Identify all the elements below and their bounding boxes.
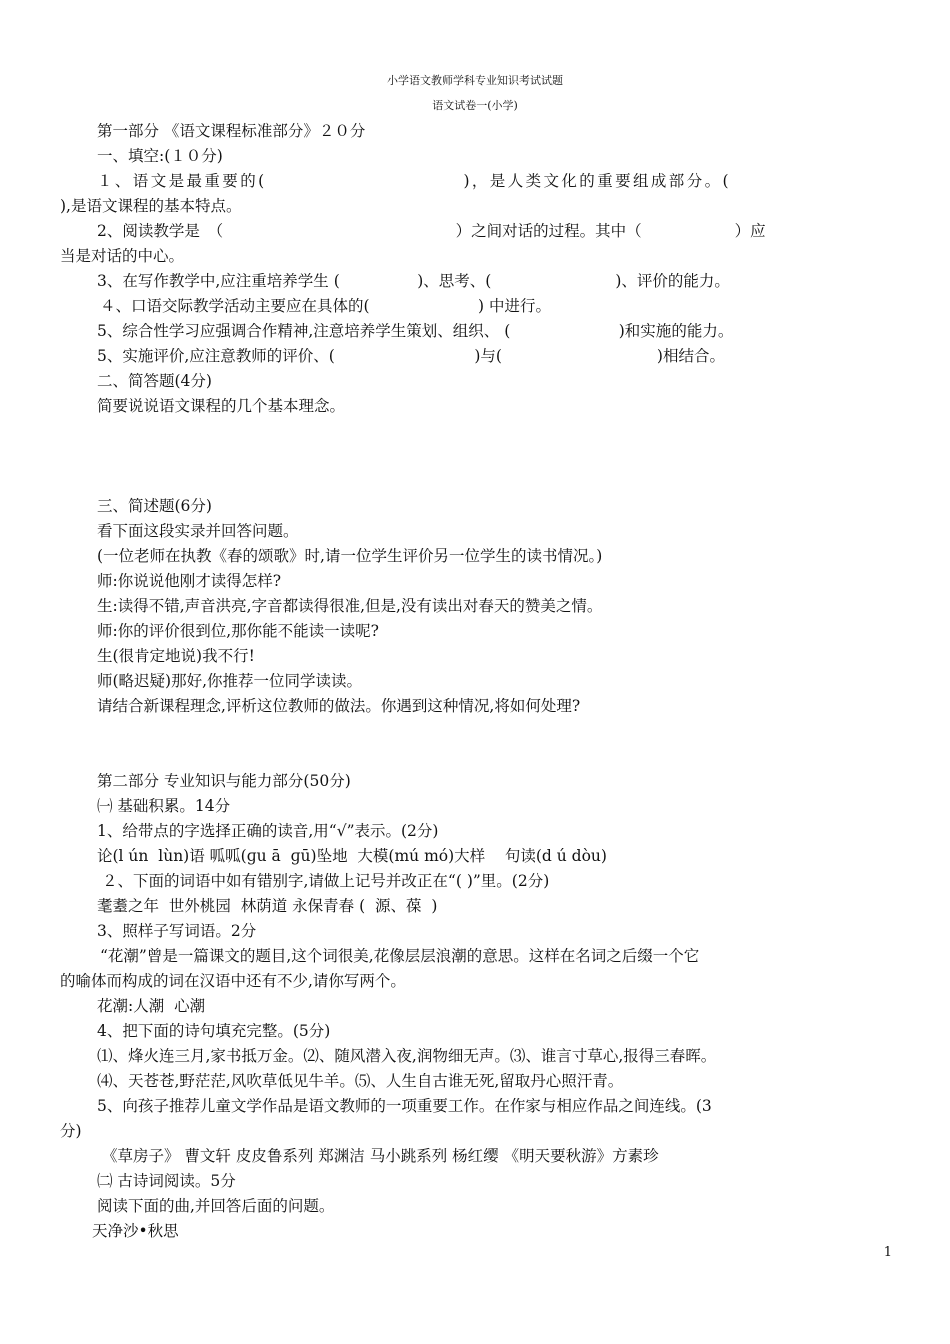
dialogue-line-4: 生(很肯定地说)我不行! — [97, 647, 255, 665]
part2-question-2-items: 耄耋之年 世外桃园 林荫道 永保青春 ( 源、葆 ) — [97, 897, 438, 915]
part2-question-1-items: 论(l ún lùn)语 呱呱(ɡu ā ɡū)坠地 大模(mú mó)大样 句读(d ú dòu) — [97, 847, 607, 865]
dialogue-line-5: 师(略迟疑)那好,你推荐一位同学读读。 — [97, 672, 363, 690]
part2-question-3-desc-line2: 的喻体而构成的词在汉语中还有不少,请你写两个。 — [60, 972, 406, 990]
poem-title: 天净沙•秋思 — [92, 1222, 179, 1240]
part2-a-heading: ㈠ 基础积累。14分 — [97, 797, 231, 815]
section3-context: (一位老师在执教《春的颂歌》时,请一位学生评价另一位学生的读书情况。) — [97, 547, 603, 565]
question-2-line2: 当是对话的中心。 — [60, 247, 185, 265]
part2-question-3-desc-line1: “花潮”曾是一篇课文的题目,这个词很美,花像层层浪潮的意思。这样在名词之后缀一个它 — [100, 947, 700, 965]
section3-intro: 看下面这段实录并回答问题。 — [97, 522, 299, 540]
exam-title: 小学语文教师学科专业知识考试试题 — [387, 74, 563, 87]
part2-question-4-line1: ⑴、烽火连三月,家书抵万金。⑵、随风潜入夜,润物细无声。⑶、谁言寸草心,报得三春晖。 — [97, 1047, 717, 1065]
exam-subtitle: 语文试卷一(小学) — [432, 99, 518, 112]
part2-question-4-line2: ⑷、天苍苍,野茫茫,风吹草低见牛羊。⑸、人生自古谁无死,留取丹心照汗青。 — [97, 1072, 624, 1090]
part2-question-3-example: 花潮:人潮 心潮 — [97, 997, 206, 1015]
section2-question: 简要说说语文课程的几个基本理念。 — [97, 397, 346, 415]
part2-b-heading: ㈡ 古诗词阅读。5分 — [97, 1172, 236, 1190]
dialogue-line-1: 师:你说说他刚才读得怎样? — [97, 572, 282, 590]
part2-question-5-line2: 分) — [60, 1122, 82, 1140]
part1-heading: 第一部分 《语文课程标准部分》２０分 — [97, 122, 366, 140]
question-1-line2: ),是语文课程的基本特点。 — [60, 197, 242, 215]
part2-question-3: 3、照样子写词语。2分 — [97, 922, 257, 940]
section1-heading: 一、填空:(１０分) — [97, 147, 223, 165]
part2-b-intro: 阅读下面的曲,并回答后面的问题。 — [97, 1197, 335, 1215]
section3-heading: 三、简述题(6分) — [97, 497, 212, 515]
section2-heading: 二、简答题(4分) — [97, 372, 212, 390]
question-6: 5、实施评价,应注意教师的评价、( )与( )相结合。 — [97, 347, 725, 365]
question-4: ４、口语交际教学活动主要应在具体的( ) 中进行。 — [100, 297, 552, 315]
section3-task: 请结合新课程理念,评析这位教师的做法。你遇到这种情况,将如何处理? — [97, 697, 581, 715]
question-3: 3、在写作教学中,应注重培养学生 ( )、思考、( )、评价的能力。 — [97, 272, 730, 290]
part2-question-5-items: 《草房子》 曹文轩 皮皮鲁系列 郑渊洁 马小跳系列 杨红缨 《明天要秋游》方素珍 — [102, 1147, 659, 1165]
part2-question-1: 1、给带点的字选择正确的读音,用“√”表示。(2分) — [97, 822, 439, 840]
part2-question-2: ２、下面的词语中如有错别字,请做上记号并改正在“( )”里。(2分) — [102, 872, 550, 890]
part2-question-5-line1: 5、向孩子推荐儿童文学作品是语文教师的一项重要工作。在作家与相应作品之间连线。(3 — [97, 1097, 712, 1115]
part2-question-4: 4、把下面的诗句填充完整。(5分) — [97, 1022, 331, 1040]
dialogue-line-2: 生:读得不错,声音洪亮,字音都读得很准,但是,没有读出对春天的赞美之情。 — [97, 597, 603, 615]
question-1-line1: １、语文是最重要的( )，是人类文化的重要组成部分。( — [97, 172, 731, 190]
dialogue-line-3: 师:你的评价很到位,那你能不能读一读呢? — [97, 622, 379, 640]
part2-heading: 第二部分 专业知识与能力部分(50分) — [97, 772, 351, 790]
question-2-line1: 2、阅读教学是 （ ）之间对话的过程。其中（ ）应 — [97, 222, 766, 240]
question-5: 5、综合性学习应强调合作精神,注意培养学生策划、组织、 ( )和实施的能力。 — [97, 322, 734, 340]
page-number: 1 — [883, 1245, 892, 1260]
